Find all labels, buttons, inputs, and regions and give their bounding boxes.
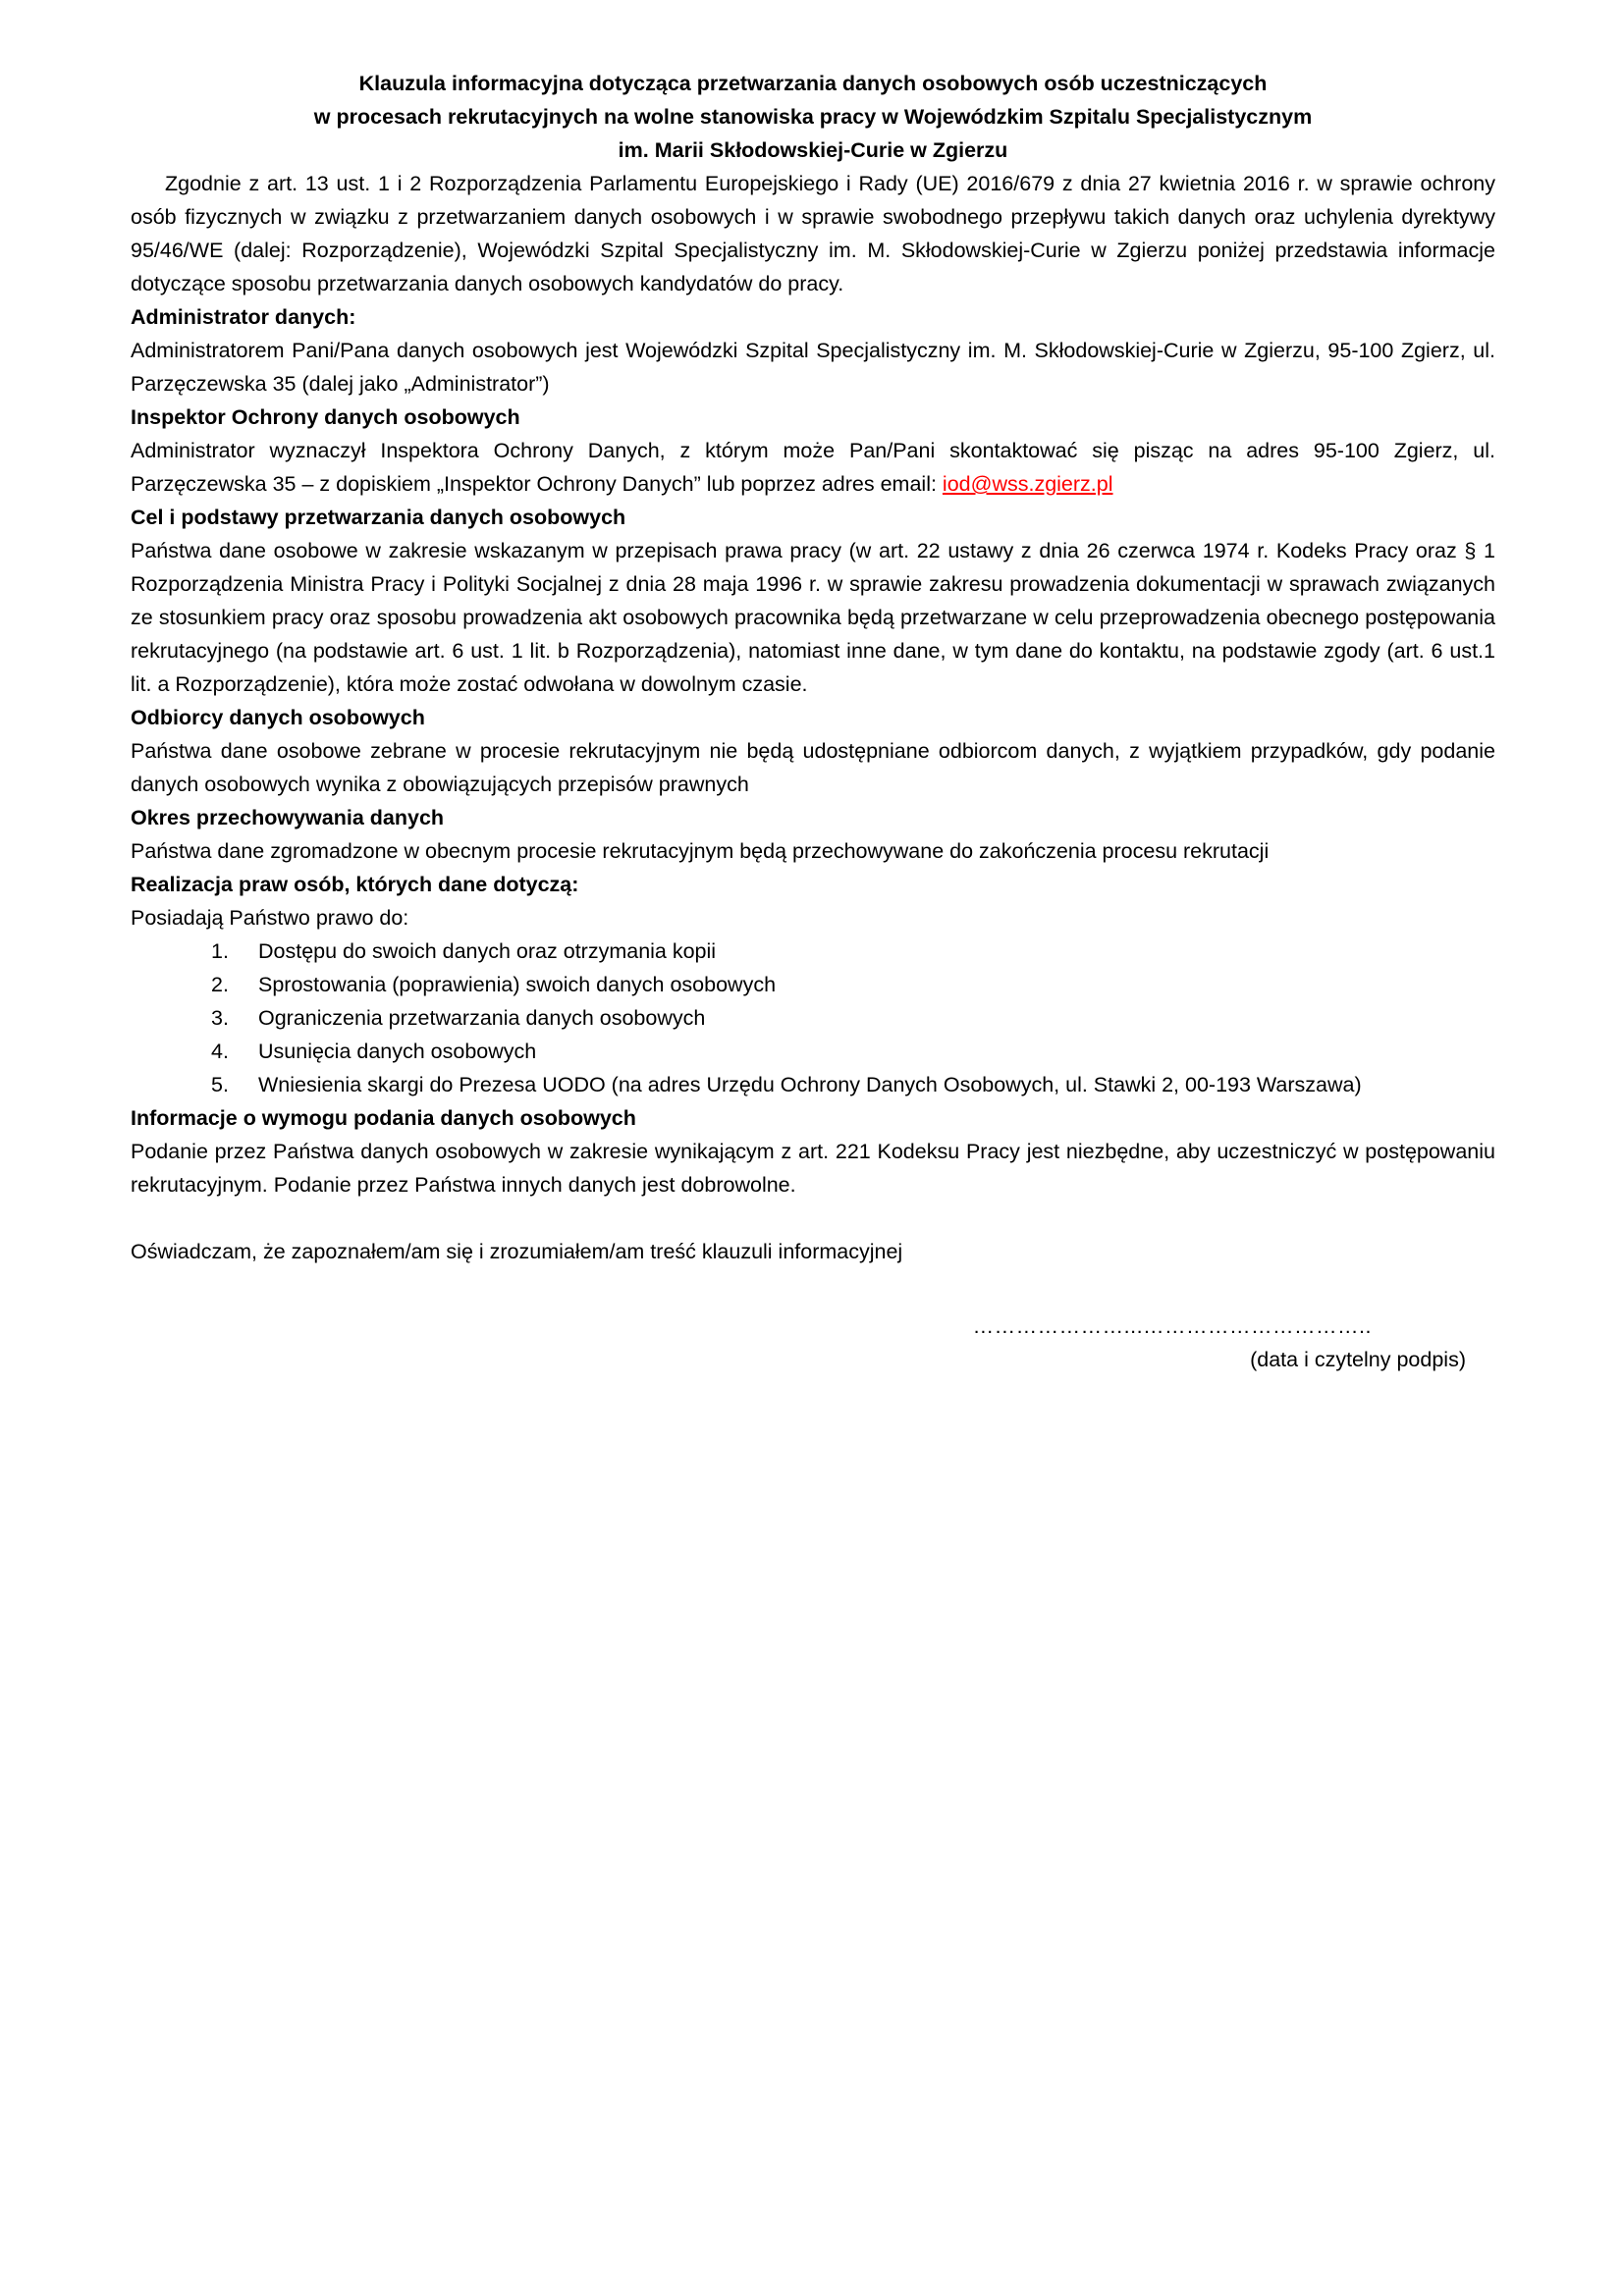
section-heading-informacje: Informacje o wymogu podania danych osobowych bbox=[131, 1106, 636, 1130]
section-body-informacje: Podanie przez Państwa danych osobowych w zakresie wynikającym z art. 221 Kodeksu Pracy jest niezbędne, aby uczestniczyć w postępowaniu rekrutacyjnym. Podanie przez Państwa innych danych jest dobrowolne. bbox=[131, 1140, 1495, 1197]
list-item-text: Usunięcia danych osobowych bbox=[258, 1040, 537, 1063]
list-item bbox=[131, 1068, 1495, 1101]
signature-block bbox=[131, 1309, 1495, 1376]
section-heading-okres: Okres przechowywania danych bbox=[131, 806, 445, 829]
list-item-number: 3. bbox=[211, 1006, 229, 1030]
list-item-text: Wniesienia skargi do Prezesa UODO (na adres Urzędu Ochrony Danych Osobowych, ul. Stawki 2, 00-193 Warszawa) bbox=[258, 1073, 1362, 1096]
section-heading-realizacja: Realizacja praw osób, których dane dotyczą: bbox=[131, 873, 579, 896]
document-title-line-1: Klauzula informacyjna dotycząca przetwarzania danych osobowych osób uczestniczących bbox=[358, 72, 1268, 95]
document-title-line-2: w procesach rekrutacyjnych na wolne stanowiska pracy w Wojewódzkim Szpitalu Specjalistycznym bbox=[313, 105, 1313, 129]
list-item-number: 5. bbox=[211, 1073, 229, 1096]
list-item-number: 1. bbox=[211, 939, 229, 963]
inspektor-text: Administrator wyznaczył Inspektora Ochrony Danych, z którym może Pan/Pani skontaktować się pisząc na adres 95-100 Zgierz, ul. Parzęczewska 35 – z dopiskiem „Inspektor Ochrony Danych” lub poprzez adres email: bbox=[131, 439, 1495, 496]
list-item-number: 2. bbox=[211, 973, 229, 996]
list-item bbox=[131, 1035, 1495, 1068]
list-item bbox=[131, 934, 1495, 968]
section-heading-administrator: Administrator danych: bbox=[131, 305, 356, 329]
section-body-realizacja: Posiadają Państwo prawo do: bbox=[131, 906, 409, 930]
signature-dotted-line: …………………...………………………….. bbox=[972, 1314, 1372, 1338]
list-item-text: Dostępu do swoich danych oraz otrzymania kopii bbox=[258, 939, 717, 963]
section-body-administrator: Administratorem Pani/Pana danych osobowych jest Wojewódzki Szpital Specjalistyczny im. M. Skłodowskiej-Curie w Zgierzu, 95-100 Zgierz, ul. Parzęczewska 35 (dalej jako „Administrator”) bbox=[131, 339, 1495, 396]
list-item bbox=[131, 1001, 1495, 1035]
section-body-okres: Państwa dane zgromadzone w obecnym procesie rekrutacyjnym będą przechowywane do zakończenia procesu rekrutacji bbox=[131, 839, 1270, 863]
section-heading-odbiorcy: Odbiorcy danych osobowych bbox=[131, 706, 425, 729]
list-item bbox=[131, 968, 1495, 1001]
section-body-odbiorcy: Państwa dane osobowe zebrane w procesie rekrutacyjnym nie będą udostępniane odbiorcom danych, z wyjątkiem przypadków, gdy podanie danych osobowych wynika z obowiązujących przepisów prawnych bbox=[131, 739, 1495, 796]
list-item-number: 4. bbox=[211, 1040, 229, 1063]
section-heading-inspektor: Inspektor Ochrony danych osobowych bbox=[131, 405, 520, 429]
list-item-text: Sprostowania (poprawienia) swoich danych osobowych bbox=[258, 973, 777, 996]
rights-list bbox=[131, 934, 1495, 1101]
section-body-cel: Państwa dane osobowe w zakresie wskazanym w przepisach prawa pracy (w art. 22 ustawy z dnia 26 czerwca 1974 r. Kodeks Pracy oraz § 1 Rozporządzenia Ministra Pracy i Polityki Socjalnej z dnia 28 maja 1996 r. w sprawie zakresu prowadzenia dokumentacji w sprawach związanych ze stosunkiem pracy oraz sposobu prowadzenia akt osobowych pracownika będą przetwarzane w celu przeprowadzenia obecnego postępowania rekrutacyjnego (na podstawie art. 6 ust. 1 lit. b Rozporządzenia), natomiast inne dane, w tym dane do kontaktu, na podstawie zgody (art. 6 ust.1 lit. a Rozporządzenie), która może zostać odwołana w dowolnym czasie. bbox=[131, 539, 1495, 696]
signature-caption: (data i czytelny podpis) bbox=[1250, 1348, 1466, 1371]
intro-paragraph: Zgodnie z art. 13 ust. 1 i 2 Rozporządzenia Parlamentu Europejskiego i Rady (UE) 2016/679 z dnia 27 kwietnia 2016 r. w sprawie ochrony osób fizycznych w związku z przetwarzaniem danych osobowych i w sprawie swobodnego przepływu takich danych oraz uchylenia dyrektywy 95/46/WE (dalej: Rozporządzenie), Wojewódzki Szpital Specjalistyczny im. M. Skłodowskiej-Curie w Zgierzu poniżej przedstawia informacje dotyczące sposobu przetwarzania danych osobowych kandydatów do pracy. bbox=[131, 172, 1495, 295]
section-body-inspektor bbox=[131, 434, 1495, 501]
list-item-text: Ograniczenia przetwarzania danych osobowych bbox=[258, 1006, 706, 1030]
document-title-line-3: im. Marii Skłodowskiej-Curie w Zgierzu bbox=[618, 138, 1008, 162]
email-link[interactable]: iod@wss.zgierz.pl bbox=[942, 472, 1113, 496]
declaration-statement: Oświadczam, że zapoznałem/am się i zrozumiałem/am treść klauzuli informacyjnej bbox=[131, 1240, 903, 1263]
section-heading-cel: Cel i podstawy przetwarzania danych osobowych bbox=[131, 506, 626, 529]
